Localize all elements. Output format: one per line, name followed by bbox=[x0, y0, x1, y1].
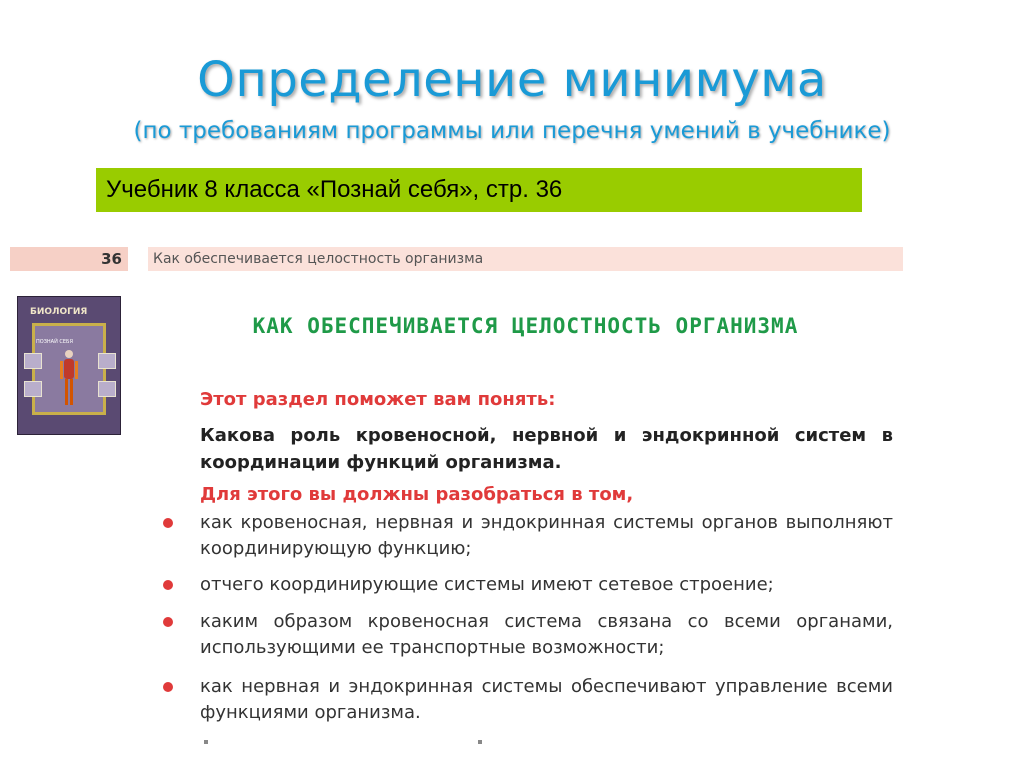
textbook-cover-image bbox=[17, 296, 121, 435]
cover-subtitle: ПОЗНАЙ СЕБЯ bbox=[36, 339, 73, 345]
lead-text-1: Этот раздел поможет вам понять: bbox=[200, 389, 556, 410]
main-question: Какова роль кровеносной, нервной и эндокринной систем в координации функций организма. bbox=[200, 425, 893, 473]
cover-sketch bbox=[98, 353, 116, 369]
cover-title: БИОЛОГИЯ bbox=[30, 307, 88, 317]
list-item: каким образом кровеносная система связана со всеми органами, использующими ее транспортные возможности; bbox=[200, 611, 893, 658]
cover-sketch bbox=[98, 381, 116, 397]
human-figure-icon bbox=[58, 349, 80, 407]
section-title: КАК ОБЕСПЕЧИВАЕТСЯ ЦЕЛОСТНОСТЬ ОРГАНИЗМА bbox=[252, 314, 799, 338]
bullet-marker bbox=[163, 580, 173, 590]
slide-title: Определение минимума bbox=[197, 52, 827, 108]
running-header: Как обеспечивается целостность организма bbox=[148, 247, 903, 271]
lead-text-2: Для этого вы должны разобраться в том, bbox=[200, 484, 634, 505]
list-item: как нервная и эндокринная системы обеспечивают управление всеми функциями организма. bbox=[200, 676, 893, 723]
page-number: 36 bbox=[101, 250, 122, 268]
bullet-marker bbox=[163, 518, 173, 528]
cropped-next-line bbox=[148, 740, 903, 768]
cropped-glyph bbox=[204, 740, 208, 744]
bullet-marker bbox=[163, 617, 173, 627]
cover-sketch bbox=[24, 353, 42, 369]
cover-sketch bbox=[24, 381, 42, 397]
textbook-reference-banner bbox=[96, 168, 862, 212]
list-item: как кровеносная, нервная и эндокринная системы органов выполняют координирующую функцию; bbox=[200, 512, 893, 559]
cropped-glyph bbox=[478, 740, 482, 744]
list-item: отчего координирующие системы имеют сетевое строение; bbox=[200, 574, 774, 595]
textbook-reference-text: Учебник 8 класса «Познай себя», стр. 36 bbox=[106, 176, 563, 203]
slide-subtitle: (по требованиям программы или перечня умений в учебнике) bbox=[133, 118, 891, 144]
bullet-marker bbox=[163, 682, 173, 692]
page-number-strip bbox=[10, 247, 128, 271]
